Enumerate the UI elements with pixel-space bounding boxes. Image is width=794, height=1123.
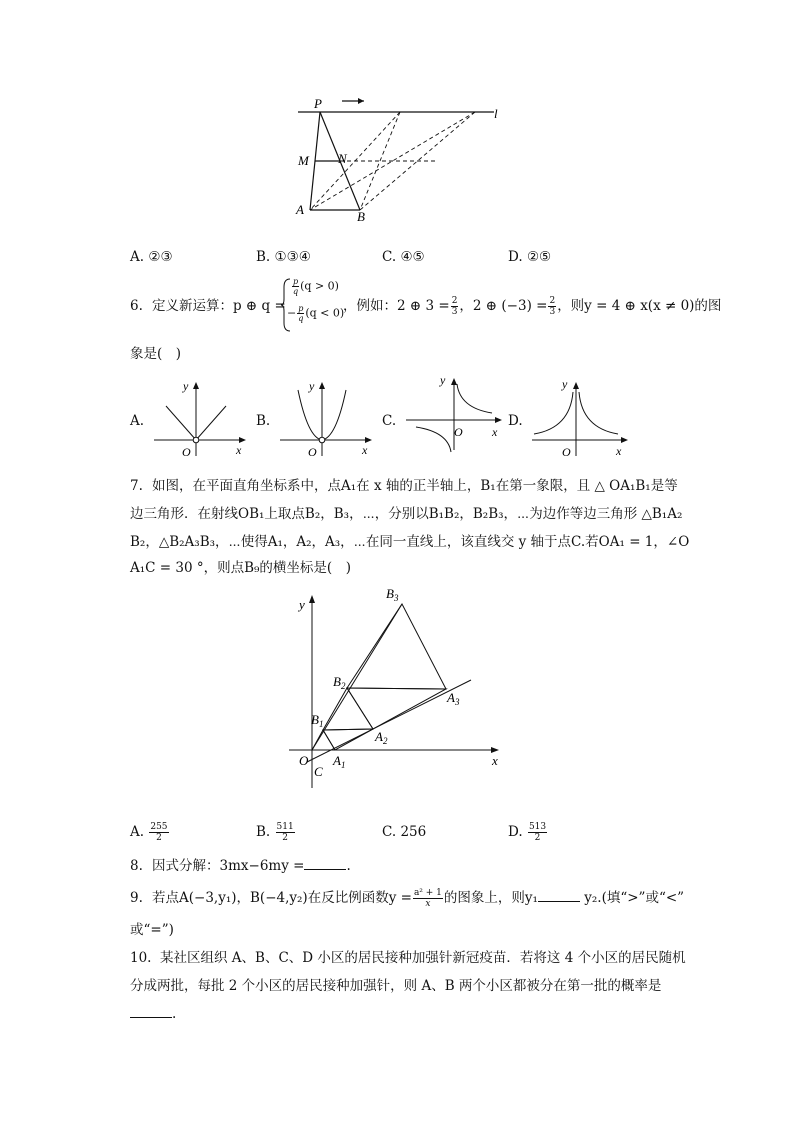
- q7-option-a[interactable]: [130, 822, 170, 843]
- axis-x-label: x: [616, 444, 622, 458]
- q9-after: y₂.(填“>”或“<”: [584, 890, 685, 906]
- frac-numerator: 513: [528, 822, 547, 832]
- q8-number: 8.: [130, 858, 143, 874]
- triangle-2: [323, 688, 373, 730]
- q6-examples: [343, 296, 721, 317]
- frac-numerator: 511: [276, 822, 294, 832]
- axis-x-label: x: [236, 443, 242, 457]
- frac-denominator: 3: [549, 307, 556, 317]
- origin-label: O: [454, 425, 463, 439]
- option-letter: C.: [382, 824, 397, 840]
- ray-OB: [312, 604, 402, 750]
- q9-text: [152, 888, 684, 909]
- q5-figure: [280, 90, 520, 230]
- y-axis-arrow-icon: [309, 595, 315, 603]
- q7-figure: [285, 582, 510, 792]
- case-condition: (q < 0): [305, 306, 345, 320]
- option-text: ②③: [148, 249, 173, 265]
- frac-denominator: q: [298, 314, 304, 323]
- frac-denominator: 2: [534, 833, 541, 843]
- q7-line-2: 边三角形．在射线OB₁上取点B₂，B₃，⋯，分别以B₁B₂，B₂B₃，⋯为边作等边三角形 △B₁A₂: [130, 506, 683, 522]
- point-A2-label: $A_2$: [375, 729, 388, 746]
- point-A3-label: $A_3$: [447, 690, 460, 707]
- answer-blank[interactable]: [538, 889, 580, 902]
- axis-x-label: x: [492, 753, 498, 768]
- axis-y-label: y: [299, 597, 305, 612]
- answer-blank[interactable]: [130, 1005, 172, 1018]
- triangle-2-link: [347, 688, 446, 729]
- label-P: P: [314, 96, 322, 111]
- q9-line-2: 或“=”): [130, 922, 174, 938]
- origin-label: O: [308, 445, 317, 459]
- q7-option-b[interactable]: [256, 822, 296, 843]
- point-B1-label: $B_1$: [311, 712, 324, 729]
- example-2-lead: ，2 ⊕ (−3) =: [459, 298, 548, 314]
- option-text: ②⑤: [526, 249, 552, 265]
- axis-y-label: y: [183, 379, 189, 393]
- point-A1-label: $A_1$: [333, 753, 346, 770]
- q5-option-c[interactable]: [382, 247, 425, 267]
- label-M: M: [298, 153, 309, 168]
- axis-x-label: x: [492, 425, 498, 439]
- q8-end: .: [346, 858, 351, 874]
- answer-blank[interactable]: [304, 857, 346, 870]
- q6-option-b[interactable]: B.: [256, 413, 271, 429]
- q6-graph-a[interactable]: [150, 372, 250, 460]
- q7-option-d[interactable]: [508, 822, 548, 843]
- option-letter: A.: [130, 249, 145, 265]
- option-letter: B.: [256, 249, 271, 265]
- minus-sign: −: [287, 306, 297, 320]
- label-A: A: [296, 202, 304, 217]
- label-l: l: [494, 106, 498, 121]
- frac-numerator: 2: [549, 296, 556, 306]
- frac-denominator: 3: [451, 307, 458, 317]
- frac-numerator: p: [298, 304, 304, 313]
- q6-number: 6.: [130, 298, 143, 314]
- q5-option-a[interactable]: [130, 247, 173, 267]
- origin-label: O: [562, 445, 571, 459]
- frac-denominator: 2: [156, 833, 162, 843]
- q6-option-c[interactable]: C.: [382, 413, 397, 429]
- option-text: ①③④: [274, 249, 311, 265]
- option-letter: A.: [130, 824, 145, 840]
- axis-y-label: y: [309, 379, 315, 393]
- example-1-lead: ，例如：2 ⊕ 3 =: [343, 298, 450, 314]
- frac-denominator: q: [293, 287, 299, 296]
- frac-denominator: 2: [282, 833, 288, 843]
- q7-line-1: 如图，在平面直角坐标系中，点A₁在 x 轴的正半轴上，B₁在第一象限，且 △ OA₁B₁是等: [152, 478, 678, 494]
- q9-lead: 若点A(−3,y₁)，B(−4,y₂)在反比例函数y =: [152, 890, 412, 906]
- axis-x-label: x: [362, 443, 368, 457]
- frac-numerator: 255: [150, 822, 168, 832]
- case-condition: (q > 0): [300, 279, 339, 293]
- q6-line-2: 象是( ): [130, 346, 182, 362]
- label-N: N: [338, 151, 347, 166]
- q6-graph-b[interactable]: [276, 372, 376, 460]
- q7-line-3: B₂，△B₂A₃B₃，⋯使得A₁，A₂，A₃，⋯在同一直线上，该直线交 y 轴于点C.若OA₁ = 1，∠O: [130, 534, 690, 550]
- q7-number: 7.: [130, 478, 143, 494]
- q6-option-a[interactable]: A.: [130, 413, 145, 429]
- option-text: ④⑤: [400, 249, 425, 265]
- point-B3-label: $B_3$: [386, 586, 399, 603]
- frac-denominator: x: [425, 899, 431, 909]
- label-B: B: [357, 209, 365, 224]
- q6-prefix: 定义新运算：p ⊕ q =: [152, 298, 286, 314]
- q5-option-d[interactable]: [508, 247, 551, 267]
- triangle-1-link: [323, 729, 373, 750]
- option-letter: C.: [382, 249, 397, 265]
- triangle-1: [312, 730, 335, 750]
- origin-label: O: [299, 753, 309, 768]
- q10-line-3: [130, 1004, 176, 1024]
- option-text: 256: [400, 824, 427, 840]
- q6-case-2: [287, 304, 344, 323]
- point-B2-label: $B_2$: [333, 674, 346, 691]
- q10-line-1: 某社区组织 A、B、C、D 小区的居民接种加强针新冠疫苗．若将这 4 个小区的居民随机: [160, 950, 686, 966]
- q8-prompt: 因式分解：3mx−6my =: [152, 858, 305, 874]
- axis-y-label: y: [562, 377, 568, 391]
- q6-graph-c[interactable]: [402, 368, 506, 456]
- q9-mid: 的图象上，则y₁: [443, 890, 538, 906]
- arrow-head-icon: [358, 98, 364, 104]
- q6-option-d[interactable]: D.: [508, 413, 523, 429]
- q8-text: [152, 856, 351, 876]
- option-letter: D.: [508, 249, 523, 265]
- q6-tail: ，则y = 4 ⊕ x(x ≠ 0)的图: [557, 298, 722, 314]
- q6-graph-d[interactable]: [528, 372, 632, 460]
- q10-end: .: [172, 1006, 177, 1022]
- q10-number: 10.: [130, 950, 152, 966]
- q7-line-4: A₁C = 30 °，则点B₉的横坐标是( ): [130, 560, 351, 576]
- q5-option-b[interactable]: [256, 247, 311, 267]
- option-letter: B.: [256, 824, 271, 840]
- axis-y-label: y: [440, 373, 446, 387]
- q7-option-c[interactable]: [382, 822, 426, 842]
- frac-numerator: 2: [451, 296, 458, 306]
- q6-case-1: [291, 277, 339, 296]
- triangle-3: [347, 604, 446, 689]
- origin-label: O: [182, 445, 191, 459]
- q10-line-2: 分成两批，每批 2 个小区的居民接种加强针，则 A、B 两个小区都被分在第一批的概率是: [130, 978, 662, 994]
- frac-numerator: a² + 1: [413, 888, 442, 898]
- point-C-label: C: [314, 764, 323, 779]
- q9-number: 9.: [130, 890, 143, 906]
- option-letter: D.: [508, 824, 523, 840]
- frac-numerator: p: [293, 277, 299, 286]
